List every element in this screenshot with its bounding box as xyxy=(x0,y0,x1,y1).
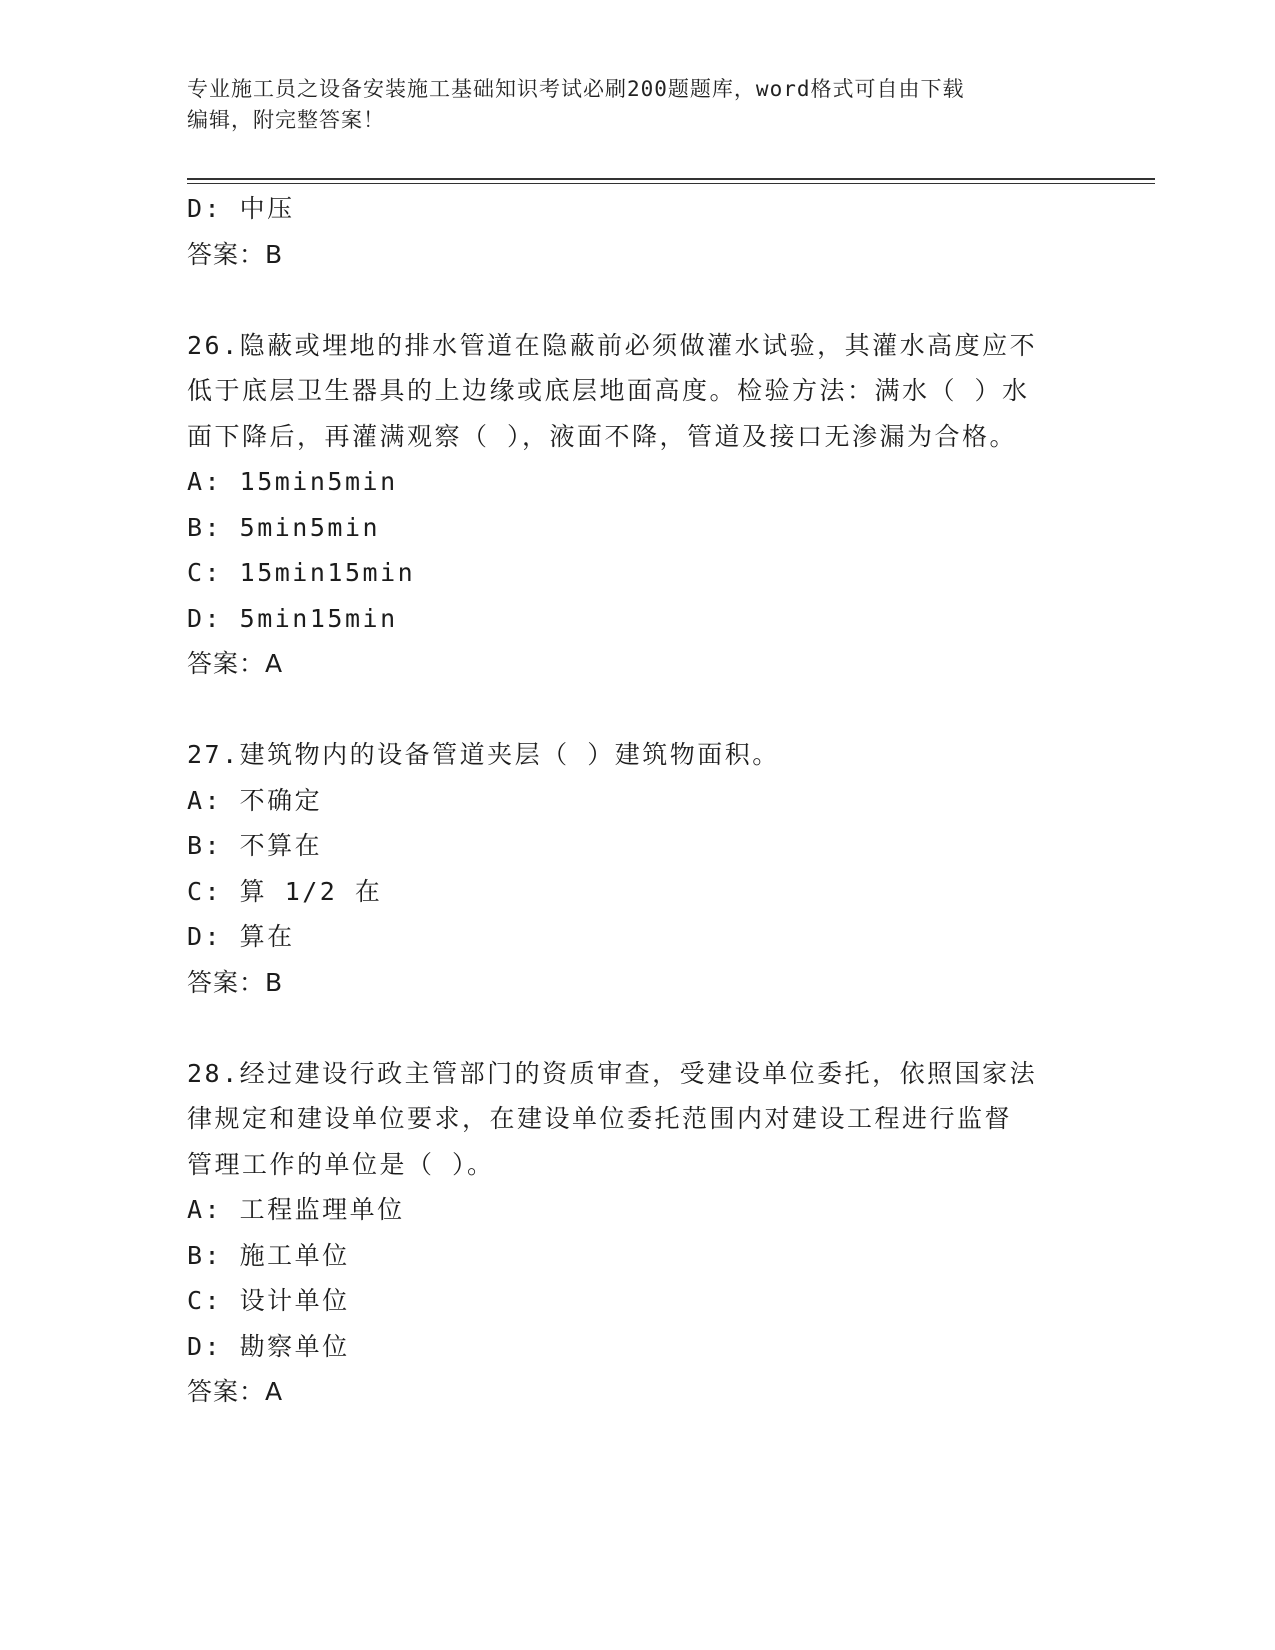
option-b: B: 不算在 xyxy=(187,831,323,860)
question-text-line: 26.隐蔽或埋地的排水管道在隐蔽前必须做灌水试验，其灌水高度应不 xyxy=(187,330,1038,360)
question-26 xyxy=(187,323,1087,687)
option-a: A: 不确定 xyxy=(187,785,323,815)
option-d: D: 勘察单位 xyxy=(187,1331,350,1361)
option-a: A: 工程监理单位 xyxy=(187,1195,405,1224)
answer-line: 答案：A xyxy=(187,649,284,678)
question-text-line: 面下降后，再灌满观察（ ），液面不降，管道及接口无渗漏为合格。 xyxy=(187,421,1018,451)
question-content xyxy=(187,186,1087,1415)
question-text-line: 28.经过建设行政主管部门的资质审查，受建设单位委托，依照国家法 xyxy=(187,1058,1038,1088)
option-d: D: 算在 xyxy=(187,922,295,951)
option-c: C: 设计单位 xyxy=(187,1286,350,1315)
answer-line: 答案：A xyxy=(187,1377,284,1406)
question-28 xyxy=(187,1051,1087,1415)
spacer xyxy=(187,687,1087,733)
option-d: D: 中压 xyxy=(187,194,295,223)
question-text-line: 律规定和建设单位要求，在建设单位委托范围内对建设工程进行监督 xyxy=(187,1104,1013,1133)
header-divider-thin xyxy=(187,183,1155,184)
spacer xyxy=(187,277,1087,323)
answer-line: 答案：B xyxy=(187,967,284,997)
question-text-line: 管理工作的单位是（ ）。 xyxy=(187,1149,495,1179)
option-b: B: 施工单位 xyxy=(187,1240,350,1270)
header-divider-thick xyxy=(187,178,1155,180)
answer-line: 答案：B xyxy=(187,239,284,269)
option-c: C: 15min15min xyxy=(187,558,416,587)
option-c: C: 算 1/2 在 xyxy=(187,876,383,906)
header-title-line-2: 编辑，附完整答案！ xyxy=(187,108,385,132)
document-header xyxy=(187,74,1067,136)
option-b: B: 5min5min xyxy=(187,512,381,542)
header-title-line-1: 专业施工员之设备安装施工基础知识考试必刷200题题库，word格式可自由下载 xyxy=(187,77,965,101)
question-text-line: 低于底层卫生器具的上边缘或底层地面高度。检验方法：满水（ ）水 xyxy=(187,376,1030,405)
spacer xyxy=(187,1005,1087,1051)
question-text-line: 27.建筑物内的设备管道夹层（ ）建筑物面积。 xyxy=(187,740,780,769)
question-27 xyxy=(187,732,1087,1005)
option-d: D: 5min15min xyxy=(187,603,398,633)
option-a: A: 15min5min xyxy=(187,467,398,496)
